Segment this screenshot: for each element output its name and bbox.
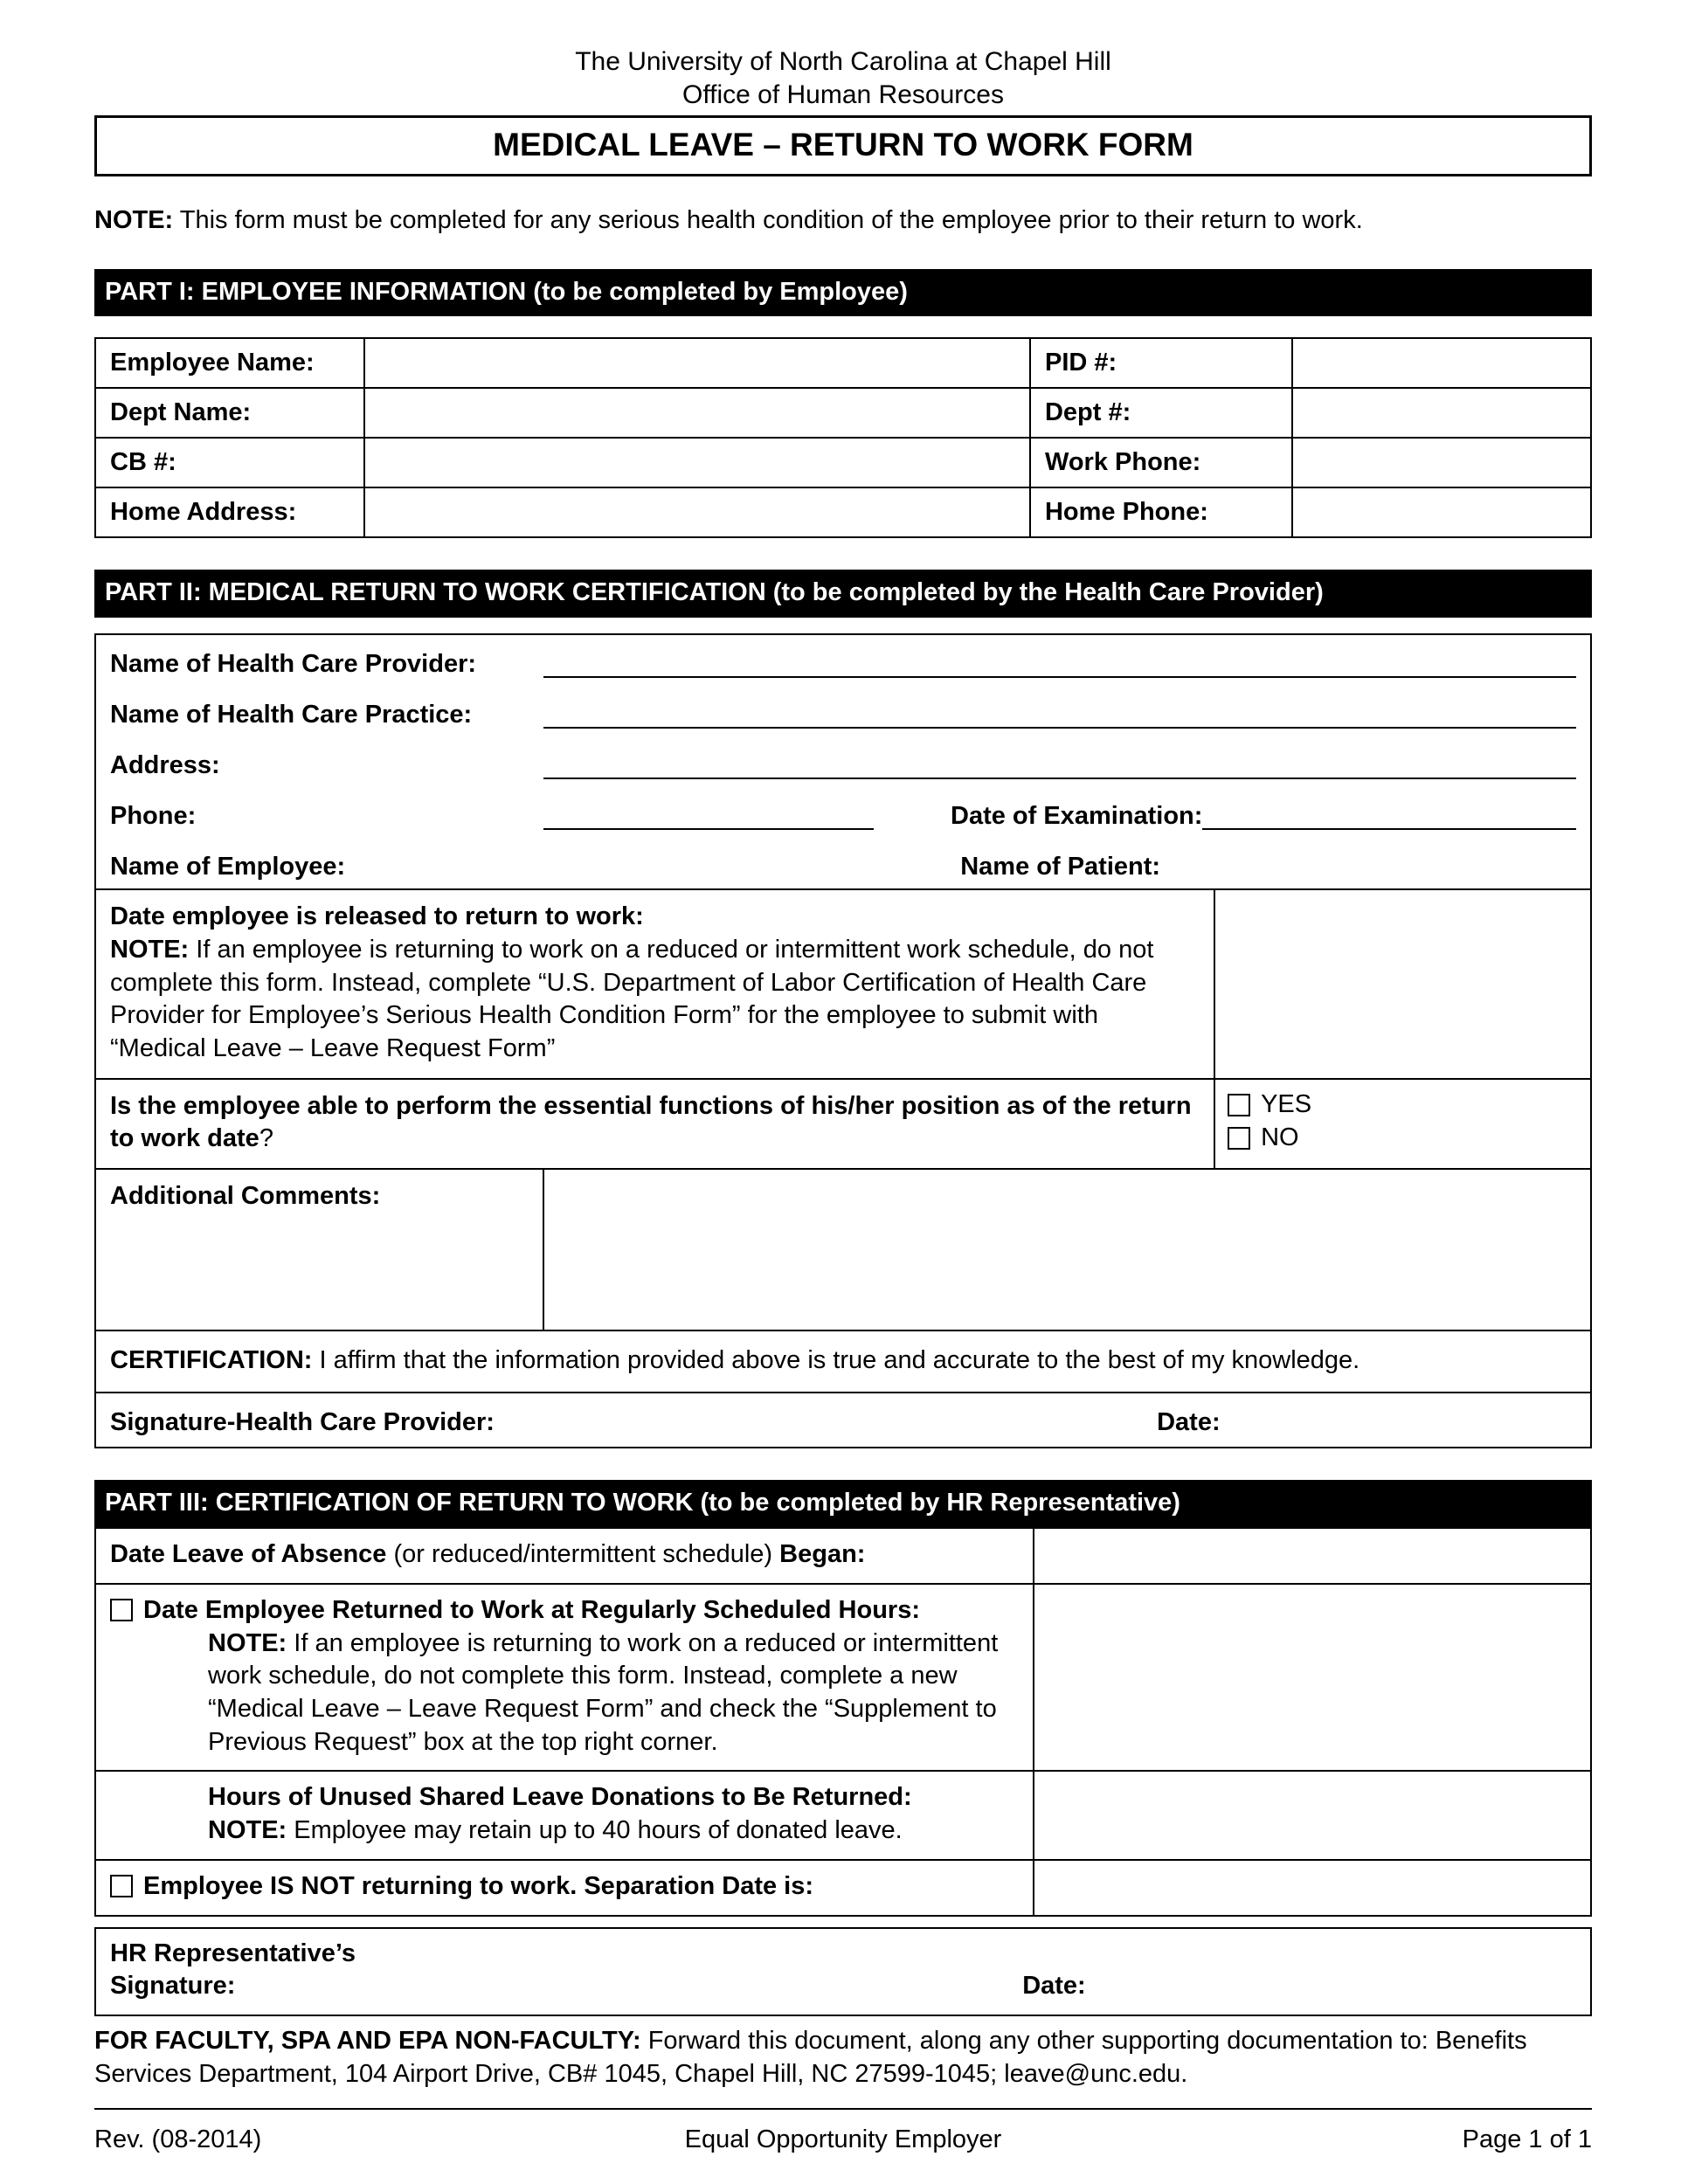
home-address-input[interactable] [364,487,1030,537]
returned-to-work-checkbox[interactable] [110,1599,133,1621]
leave-began-bold2: Began: [779,1540,866,1569]
essential-question-text: Is the employee able to perform the essential functions of his/her position as of the return to work date [110,1091,1192,1153]
yes-label: YES [1261,1089,1312,1118]
essential-functions-row [96,1078,1590,1168]
leave-began-text [96,1529,1034,1583]
practice-row [96,686,1590,736]
table-row [95,487,1591,537]
no-checkbox[interactable] [1228,1127,1250,1150]
unused-hours-row [96,1770,1590,1858]
leave-began-normal: (or reduced/intermittent schedule) [386,1540,780,1569]
intro-note-label: NOTE: [94,206,174,235]
employee-name-input[interactable] [364,338,1030,388]
yes-no-cell [1214,1080,1590,1168]
release-note [110,934,1200,1066]
unused-hours-note-label: NOTE: [208,1816,287,1845]
returned-note [208,1628,1019,1759]
additional-comments-row [96,1168,1590,1330]
part2-header-bar: PART II: MEDICAL RETURN TO WORK CERTIFICATION (to be completed by the Health Care Provider) [94,570,1592,618]
provider-label: Name of Health Care Provider: [110,650,477,679]
pid-label: PID #: [1030,338,1292,388]
provider-signature-label: Signature-Health Care Provider: [110,1407,495,1436]
practice-input-line[interactable] [543,727,1576,729]
unused-hours-label: Hours of Unused Shared Leave Donations to Be Returned: [208,1783,912,1812]
intro-note [94,204,1592,238]
returned-label: Date Employee Returned to Work at Regularly Scheduled Hours: [143,1596,920,1625]
address-input-line[interactable] [543,778,1576,779]
footer-rule [94,2108,1592,2110]
not-returning-checkbox[interactable] [110,1875,133,1897]
provider-input-line[interactable] [543,676,1576,678]
dept-name-label: Dept Name: [95,388,364,438]
part1-header-bar: PART I: EMPLOYEE INFORMATION (to be completed by Employee) [94,269,1592,317]
unused-hours-note [208,1814,1019,1848]
work-phone-label: Work Phone: [1030,438,1292,487]
part3-header-bar: PART III: CERTIFICATION OF RETURN TO WORK (to be completed by HR Representative) [94,1480,1592,1528]
patient-name-label: Name of Patient: [960,853,1161,881]
essential-question-mark: ? [259,1124,273,1153]
form-title: MEDICAL LEAVE – RETURN TO WORK FORM [94,115,1592,176]
office-name: Office of Human Resources [682,79,1004,109]
page-number: Page 1 of 1 [1462,2125,1592,2154]
employee-name-label: Employee Name: [95,338,364,388]
certification-text: I affirm that the information provided above is true and accurate to the best of my knowledge. [319,1345,1360,1374]
phone-label: Phone: [110,802,197,831]
yes-checkbox[interactable] [1228,1094,1250,1116]
unused-hours-note-text: Employee may retain up to 40 hours of donated leave. [294,1816,903,1845]
yes-option [1228,1089,1590,1122]
hr-rep-label-line2: Signature: [110,1972,236,2001]
not-returning-row [96,1859,1590,1915]
home-phone-label: Home Phone: [1030,487,1292,537]
returned-text [96,1585,1034,1770]
dept-number-input[interactable] [1292,388,1591,438]
table-row [95,388,1591,438]
provider-signature-row[interactable] [96,1392,1590,1447]
home-address-label: Home Address: [95,487,364,537]
table-row [95,438,1591,487]
release-date-text [96,890,1214,1077]
additional-comments-label: Additional Comments: [110,1181,381,1210]
part2-section [94,633,1592,1448]
part3-section [94,1527,1592,1916]
address-label: Address: [110,751,220,780]
eoe-label: Equal Opportunity Employer [684,2125,1002,2154]
table-row [95,338,1591,388]
patient-name-input[interactable] [1160,854,1576,888]
employee-name2-label: Name of Employee: [110,853,346,881]
no-option [1228,1122,1590,1155]
exam-date-input-line[interactable] [1202,828,1576,830]
returned-note-text: If an employee is returning to work on a reduced or intermittent work schedule, do not complete this form. Instead, complete a new “Medical Leave – Leave Request Form” and check the “Supplement to Previous Request” box at the top right corner. [208,1628,999,1756]
returned-note-label: NOTE: [208,1628,287,1657]
exam-date-label: Date of Examination: [951,802,1203,831]
hr-rep-label-line1: HR Representative’s [110,1939,356,1967]
unused-hours-text [96,1772,1034,1858]
release-note-text: If an employee is returning to work on a reduced or intermittent work schedule, do not complete this form. Instead, complete “U.S. Department of Labor Certification of Health Care Provider for Employee’s Serious Health Condition Form” for the employee to submit with “Medical Leave – Leave Request Form” [110,935,1154,1062]
university-name: The University of North Carolina at Chapel Hill [575,47,1111,76]
forwarding-instructions [94,2025,1592,2091]
dept-name-input[interactable] [364,388,1030,438]
separation-date-input[interactable] [1034,1861,1590,1915]
dept-number-label: Dept #: [1030,388,1292,438]
pid-input[interactable] [1292,338,1591,388]
certification-row [96,1330,1590,1392]
returned-date-input[interactable] [1034,1585,1590,1770]
phone-row [96,787,1590,838]
no-label: NO [1261,1123,1299,1151]
phone-input-line[interactable] [543,828,874,830]
leave-began-row [96,1529,1590,1583]
revision-label: Rev. (08-2014) [94,2125,262,2154]
hr-date-label: Date: [1022,1972,1086,2001]
not-returning-label: Employee IS NOT returning to work. Separation Date is: [143,1871,814,1900]
address-row [96,736,1590,787]
leave-began-input[interactable] [1034,1529,1590,1583]
certification-label: CERTIFICATION: [110,1345,313,1374]
footer [94,2124,1592,2157]
release-date-row [96,888,1590,1077]
hr-signature-box[interactable] [94,1927,1592,2016]
not-returning-text [96,1861,1034,1915]
additional-comments-input[interactable] [543,1170,1590,1330]
forwarding-text: Forward this document, along any other supporting documentation to: Benefits Services Department, 104 Airport Drive, CB# 1045, Chapel Hill, NC 27599-1045; leave@unc.edu. [94,2026,1527,2088]
provider-date-label: Date: [1157,1407,1221,1436]
release-date-label: Date employee is released to return to work: [110,902,644,931]
essential-question [96,1080,1214,1168]
cb-number-label: CB #: [95,438,364,487]
intro-note-text: This form must be completed for any serious health condition of the employee prior to their return to work. [179,206,1363,235]
employee-name2-input[interactable] [345,854,960,888]
names-row [96,838,1590,888]
home-phone-input[interactable] [1292,487,1591,537]
practice-label: Name of Health Care Practice: [110,701,473,729]
returned-row [96,1583,1590,1770]
leave-began-bold1: Date Leave of Absence [110,1540,387,1569]
cb-number-input[interactable] [364,438,1030,487]
release-note-label: NOTE: [110,935,190,964]
work-phone-input[interactable] [1292,438,1591,487]
forwarding-bold: FOR FACULTY, SPA AND EPA NON-FACULTY: [94,2026,641,2055]
unused-hours-input[interactable] [1034,1772,1590,1858]
provider-row [96,635,1590,686]
release-date-input[interactable] [1214,890,1590,1077]
employee-info-table [94,337,1592,538]
